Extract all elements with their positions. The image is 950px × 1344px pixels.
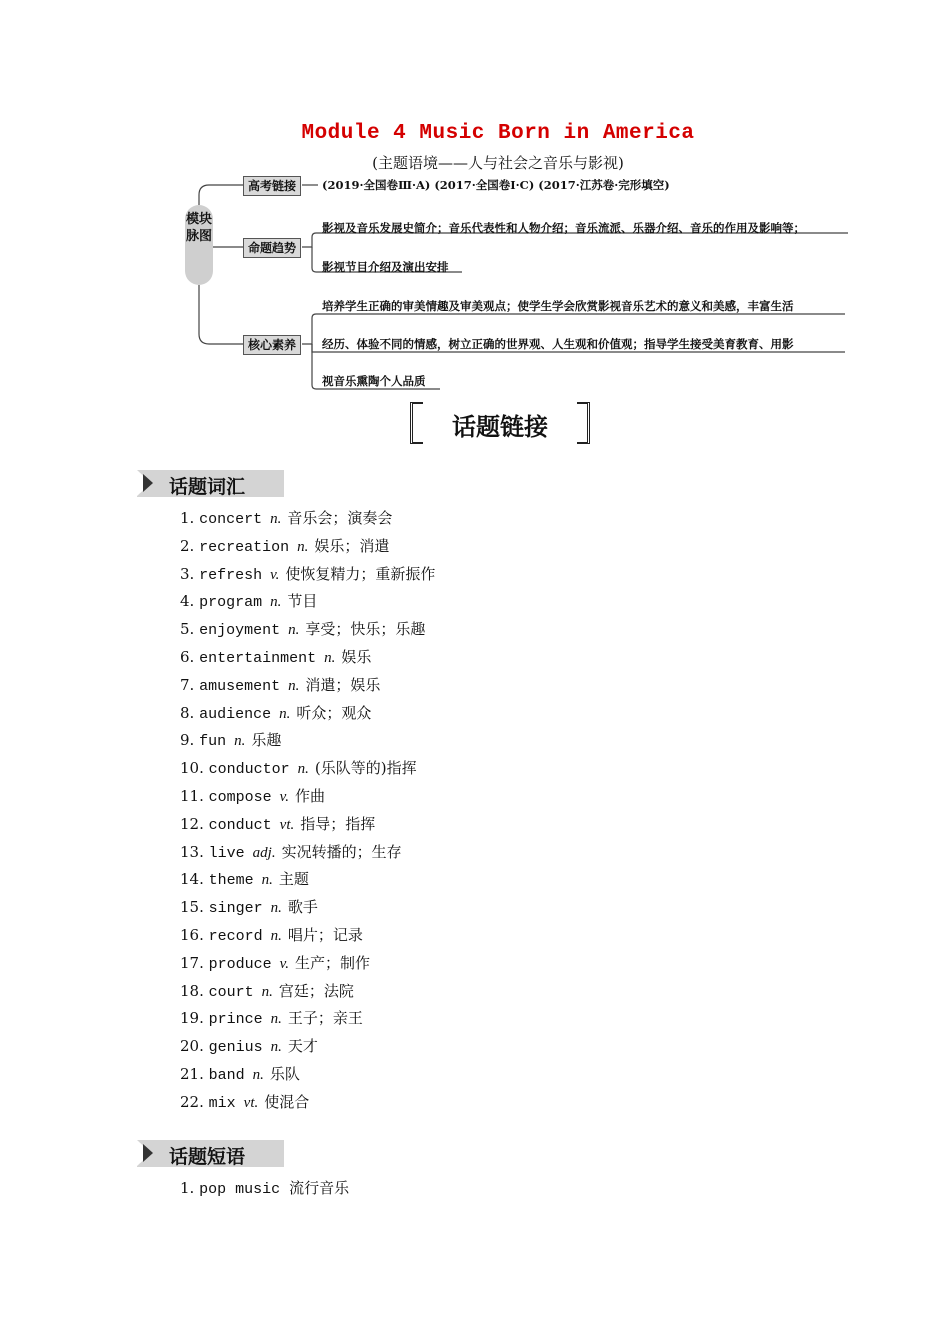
branch-core-text-3: 视音乐熏陶个人品质 — [322, 374, 426, 388]
vocab-item-meaning: 节目 — [287, 592, 318, 611]
vocab-item-meaning: 娱乐 — [341, 648, 372, 666]
vocab-item-pos: n. — [261, 983, 273, 1000]
vocab-item — [180, 953, 370, 975]
vocab-item-pos: n. — [270, 928, 282, 944]
vocab-item-number: 13. — [180, 842, 204, 861]
vocab-item-meaning: 实况转播的；生存 — [281, 842, 402, 861]
vocab-item-word: amusement — [199, 677, 281, 695]
vocab-item-number: 1. — [180, 509, 195, 527]
vocab-item — [180, 564, 435, 586]
vocab-item-word: conductor — [208, 761, 290, 779]
vocab-item-number: 18. — [180, 981, 204, 1000]
vocab-item-word: produce — [208, 955, 272, 973]
vocab-item-number: 8. — [180, 703, 195, 722]
vocab-item-word: conduct — [208, 816, 272, 834]
vocab-item-meaning: 使混合 — [264, 1092, 310, 1111]
vocab-item-word: fun — [199, 733, 227, 751]
vocab-item-meaning: 王子；亲王 — [287, 1009, 363, 1028]
vocab-item-pos: n. — [270, 511, 282, 527]
vocab-item — [180, 842, 402, 864]
vocab-item — [180, 786, 325, 808]
vocab-item — [180, 1092, 309, 1114]
vocab-item-pos: n. — [270, 594, 282, 611]
vocab-item-word: refresh — [199, 566, 263, 584]
vocab-item-word: entertainment — [199, 650, 317, 667]
vocab-item-number: 11. — [180, 787, 204, 805]
vocab-item — [180, 508, 392, 530]
vocab-item-number: 3. — [180, 564, 195, 583]
vocab-item — [180, 814, 375, 836]
vocab-item-pos: vt. — [243, 1094, 259, 1111]
vocab-item-word: mix — [208, 1094, 236, 1112]
vocab-item — [180, 675, 380, 697]
vocab-section-heading — [137, 470, 284, 497]
page-title: Module 4 Music Born in America — [301, 122, 695, 145]
vocab-item — [180, 647, 371, 669]
vocab-item-word: enjoyment — [199, 622, 281, 640]
vocab-item-number: 10. — [180, 759, 204, 778]
vocab-item-word: concert — [199, 511, 263, 528]
topic-link-heading — [410, 402, 590, 444]
vocab-item-meaning: 宫廷；法院 — [278, 981, 354, 1000]
vocab-item-number: 14. — [180, 870, 204, 889]
vocab-item-pos: v. — [279, 955, 289, 972]
vocab-item-word: live — [208, 844, 245, 862]
vocab-item-number: 12. — [180, 814, 204, 833]
vocab-item-pos: n. — [297, 538, 309, 555]
vocab-item — [180, 1064, 300, 1086]
vocab-item-pos: n. — [270, 900, 282, 917]
branch-core-text-2: 经历、体验不同的情感，树立正确的世界观、人生观和价值观；指导学生接受美育教育、用影 — [322, 337, 794, 351]
page-subtitle: (主题语境——人与社会之音乐与影视) — [372, 154, 624, 172]
phrase-section-heading — [137, 1140, 284, 1167]
vocab-item-meaning: 娱乐；消遣 — [314, 536, 390, 555]
vocab-item-pos: n. — [270, 1011, 282, 1028]
vocab-item-word: court — [208, 983, 254, 1001]
vocab-item — [180, 869, 309, 891]
vocab-item-pos: v. — [279, 789, 289, 805]
vocab-item — [180, 703, 371, 725]
vocab-item-meaning: 乐趣 — [251, 731, 282, 750]
branch-label-gaokao: 高考链接 — [243, 176, 301, 196]
vocab-item-number: 16. — [180, 926, 204, 944]
topic-link-heading-text: 话题链接 — [452, 413, 548, 441]
vocab-item-word: program — [199, 594, 263, 612]
vocab-item-meaning: 歌手 — [287, 898, 318, 917]
branch-label-trend: 命题趋势 — [243, 238, 301, 258]
vocab-item-meaning: 音乐会；演奏会 — [287, 509, 393, 527]
vocab-item-word: genius — [208, 1039, 263, 1057]
vocab-item-pos: n. — [297, 761, 309, 778]
vocab-item-word: singer — [208, 900, 263, 918]
vocab-item-number: 15. — [180, 898, 204, 917]
vocab-item-word: compose — [208, 789, 272, 806]
vocab-item-number: 2. — [180, 536, 195, 555]
vocab-item-pos: n. — [234, 733, 246, 750]
vocab-item — [180, 1036, 318, 1058]
vocab-item-number: 17. — [180, 953, 204, 972]
vocab-item-word: prince — [208, 1011, 263, 1029]
vocab-item-meaning: 天才 — [287, 1037, 318, 1056]
vocab-item-number: 22. — [180, 1092, 204, 1111]
vocab-item-pos: n. — [288, 677, 300, 694]
vocab-item-number: 4. — [180, 592, 195, 611]
vocab-item-pos: n. — [252, 1067, 264, 1083]
vocab-item — [180, 897, 318, 919]
branch-trend-text-1: 影视及音乐发展史简介；音乐代表性和人物介绍；音乐流派、乐器介绍、音乐的作用及影响等； — [322, 221, 805, 235]
vocab-item-meaning: 生产；制作 — [294, 953, 370, 972]
vocab-item-pos: v. — [270, 566, 280, 583]
vocab-item-meaning: 唱片；记录 — [287, 926, 363, 944]
vocab-item-number: 7. — [180, 675, 195, 694]
vocab-item-meaning: 指导；指挥 — [300, 814, 376, 833]
branch-gaokao-text: (2019·全国卷Ⅲ·A) (2017·全国卷Ⅰ·C) (2017·江苏卷·完形填空) — [322, 178, 670, 192]
vocab-item — [180, 591, 317, 613]
vocab-item-word: recreation — [199, 538, 290, 556]
vocab-item-pos: n. — [324, 650, 336, 666]
vocab-item-meaning: 消遣；娱乐 — [305, 675, 381, 694]
vocab-item-word: audience — [199, 705, 272, 723]
vocab-item — [180, 758, 417, 780]
vocab-item-word: theme — [208, 872, 254, 890]
vocab-item-pos: n. — [279, 705, 291, 722]
vocab-item-pos: vt. — [279, 816, 295, 833]
vocab-item-number: 21. — [180, 1065, 204, 1083]
vocab-item-pos: n. — [270, 1039, 282, 1056]
vocab-item-meaning: (乐队等的)指挥 — [314, 759, 417, 778]
triangle-right-icon — [143, 1144, 153, 1162]
phrase-item — [180, 1178, 349, 1200]
phrase-item-number: 1. — [180, 1179, 195, 1197]
vocab-item-number: 19. — [180, 1009, 204, 1028]
vocab-item-meaning: 作曲 — [294, 787, 325, 805]
branch-trend-text-2: 影视节目介绍及演出安排 — [322, 260, 449, 274]
vocab-item-pos: n. — [288, 622, 300, 639]
bracket-right — [577, 402, 590, 444]
mindmap-center-label: 模块脉图 — [185, 212, 212, 244]
vocab-item — [180, 619, 425, 641]
vocab-item — [180, 730, 281, 752]
vocab-section-heading-text: 话题词汇 — [169, 476, 246, 498]
vocab-item-meaning: 听众；观众 — [296, 703, 372, 722]
vocab-item-pos: n. — [261, 872, 273, 889]
vocab-item-pos: adj. — [252, 844, 276, 861]
vocab-item-meaning: 乐队 — [269, 1065, 300, 1083]
vocab-item-number: 9. — [180, 731, 195, 750]
branch-core-text-1: 培养学生正确的审美情趣及审美观点；使学生学会欣赏影视音乐艺术的意义和美感，丰富生活 — [322, 299, 794, 313]
vocab-item-number: 20. — [180, 1037, 204, 1056]
vocab-item-meaning: 使恢复精力；重新振作 — [285, 564, 436, 583]
phrase-item-text: pop music 流行音乐 — [199, 1181, 350, 1198]
branch-label-core: 核心素养 — [243, 335, 301, 355]
vocab-item-number: 5. — [180, 620, 195, 639]
phrase-section-heading-text: 话题短语 — [169, 1146, 246, 1168]
triangle-right-icon — [143, 474, 153, 492]
vocab-item — [180, 925, 363, 947]
vocab-item-meaning: 主题 — [278, 870, 309, 889]
vocab-item — [180, 1008, 363, 1030]
vocab-item-word: record — [208, 928, 263, 945]
vocab-item — [180, 536, 389, 558]
vocab-item — [180, 981, 354, 1003]
vocab-item-meaning: 享受；快乐；乐趣 — [305, 620, 426, 639]
vocab-item-word: band — [208, 1067, 245, 1084]
vocab-item-number: 6. — [180, 648, 195, 666]
